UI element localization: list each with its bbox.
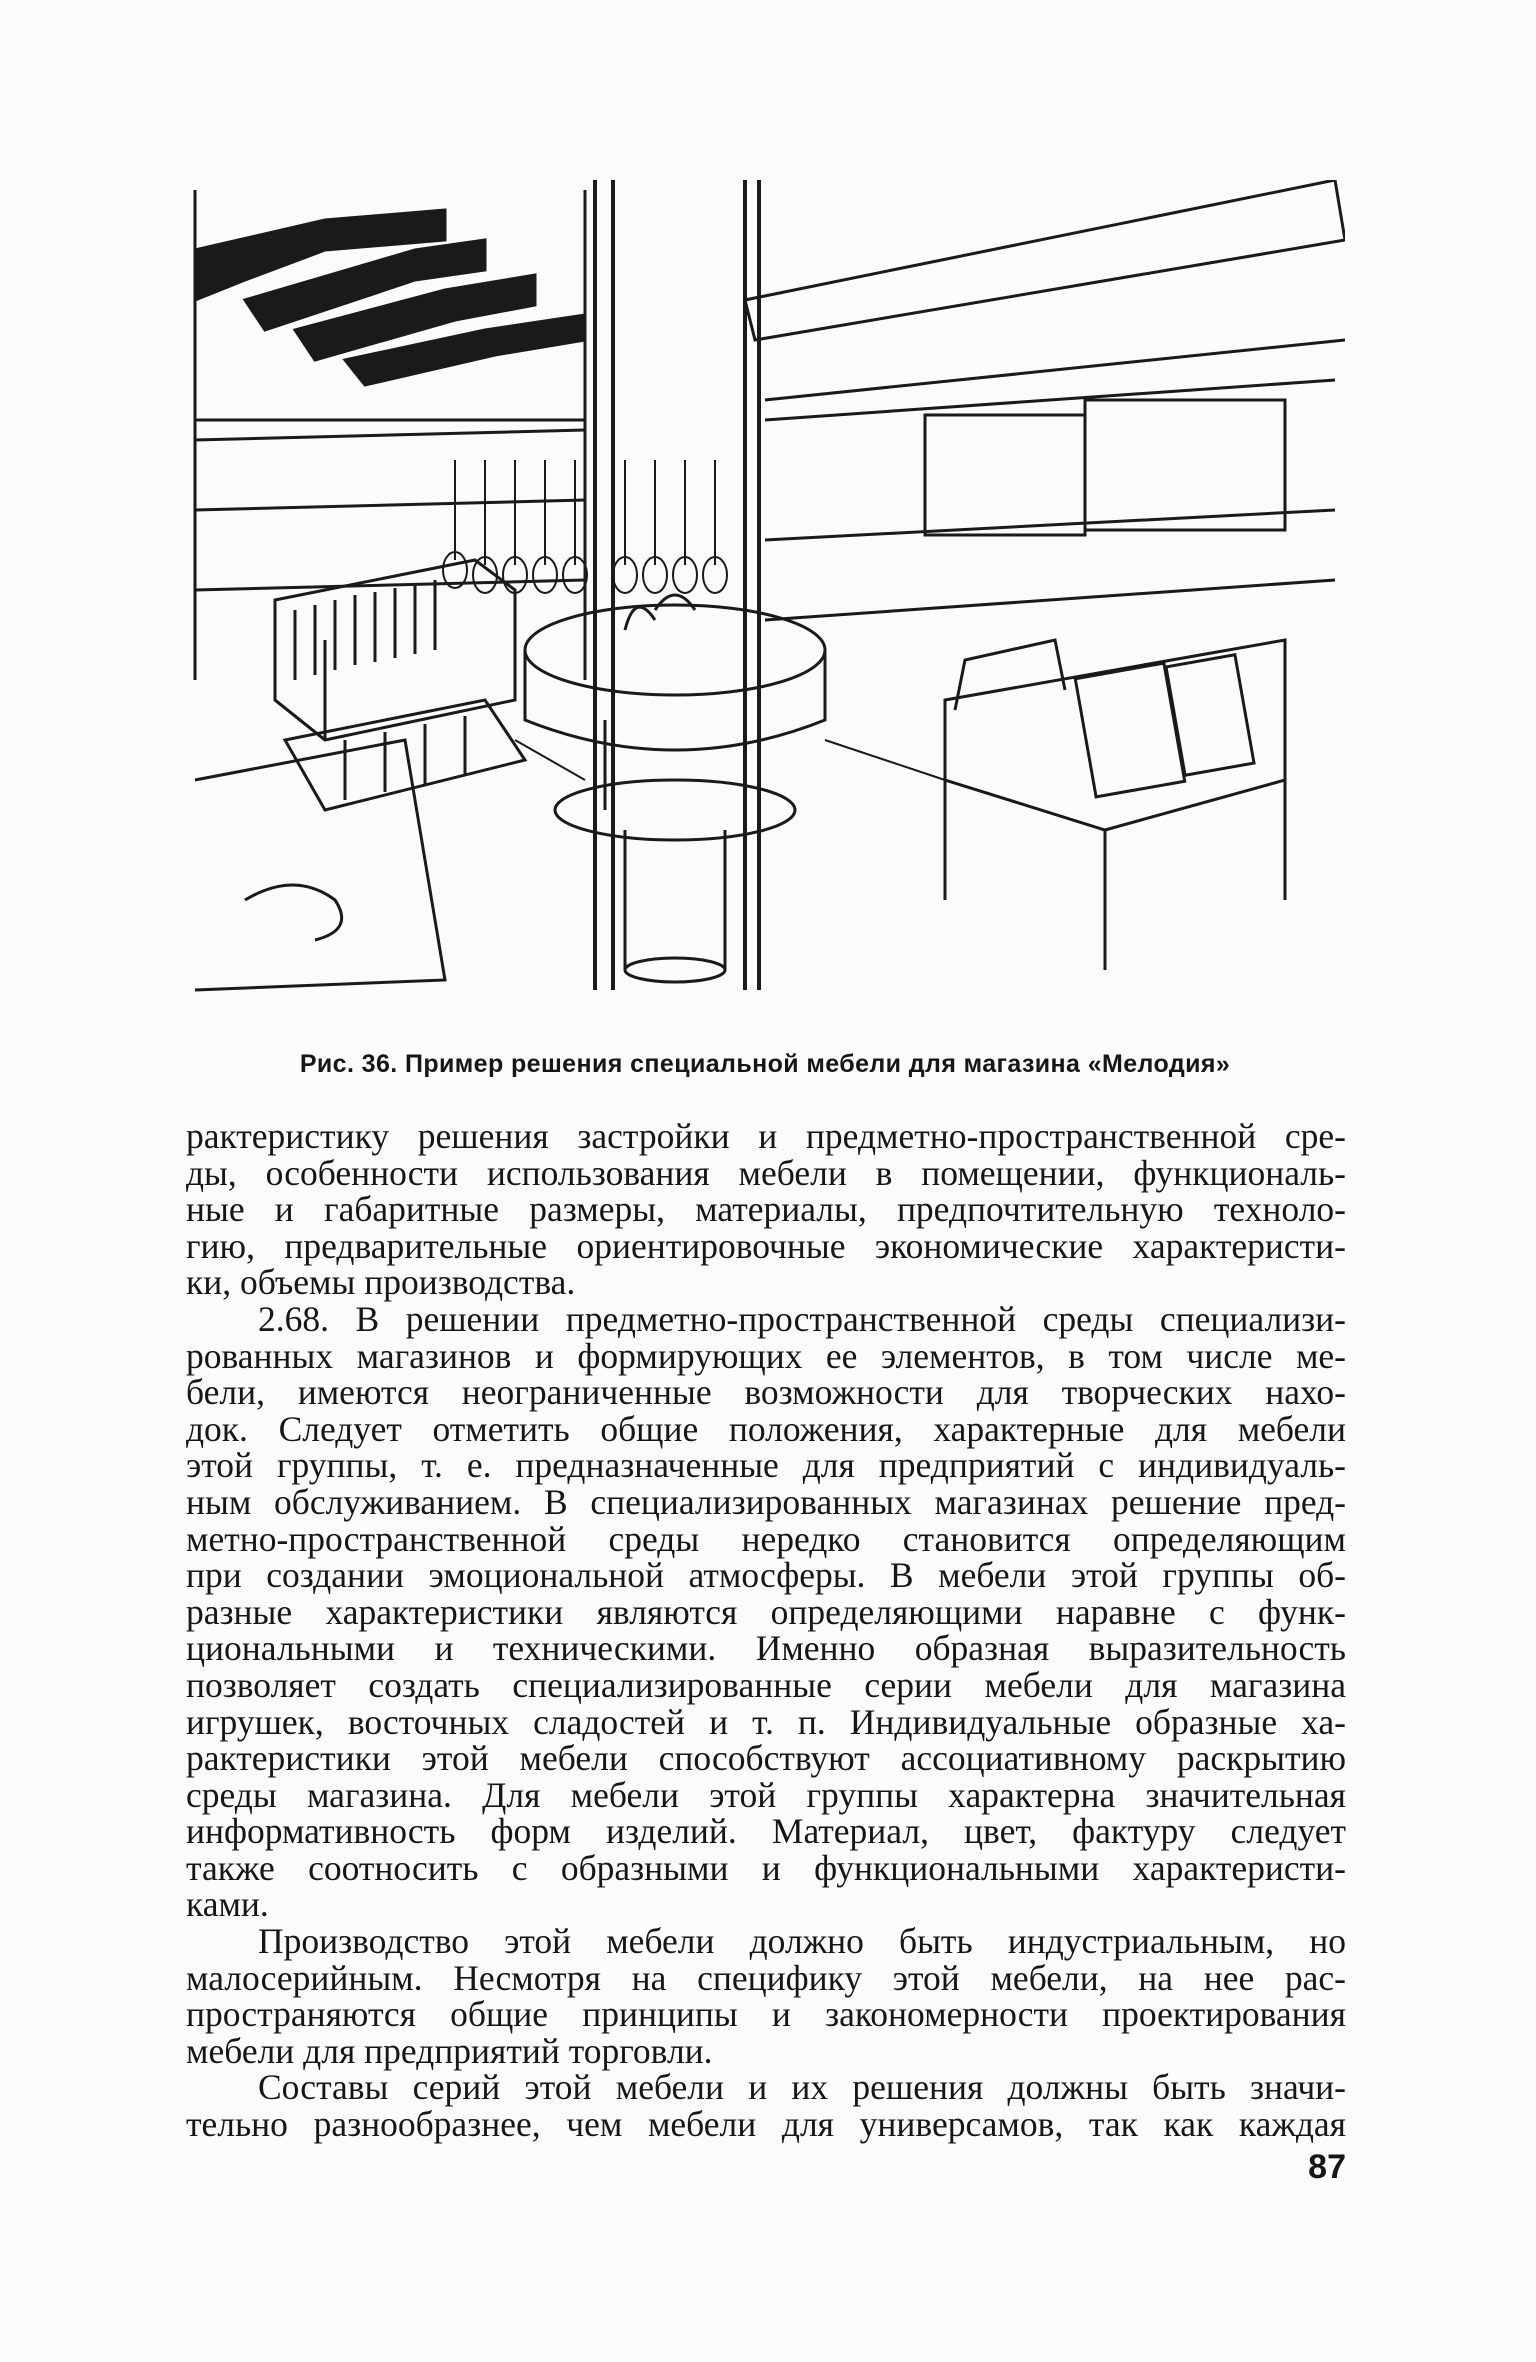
round-display-stand — [525, 595, 825, 982]
text-line: информативность форм изделий. Материал, цвет, фактуру следует — [186, 1811, 1346, 1852]
column-right — [745, 180, 759, 990]
text-line: ным обслуживанием. В специализированных магазинах решение пред- — [186, 1481, 1346, 1522]
record-bin-left — [275, 560, 525, 810]
text-line: этой группы, т. е. предназначенные для предприятий с индивидуаль- — [186, 1445, 1346, 1486]
record-bin-right — [945, 640, 1285, 970]
poster-lower-left — [195, 740, 445, 990]
text-line: бели, имеются неограниченные возможности для творческих нахо- — [186, 1372, 1346, 1413]
text-line: среды магазина. Для мебели этой группы характерна значительная — [186, 1774, 1346, 1815]
figure-caption: Рис. 36. Пример решения специальной мебели для магазина «Мелодия» — [299, 1050, 1231, 1078]
text-line: позволяет создать специализированные серии мебели для магазина — [186, 1664, 1346, 1705]
body-text — [186, 1118, 1346, 2143]
text-line: тельно разнообразнее, чем мебели для универсамов, так как каждая — [186, 2104, 1346, 2145]
text-line: игрушек, восточных сладостей и т. п. Индивидуальные образные ха- — [186, 1701, 1346, 1742]
text-line: рактеристики этой мебели способствуют ассоциативному раскрытию — [186, 1738, 1346, 1779]
text-line: док. Следует отметить общие положения, характерные для мебели — [186, 1408, 1346, 1449]
text-line: малосерийным. Несмотря на специфику этой мебели, на нее рас- — [186, 1957, 1346, 1998]
text-line: Производство этой мебели должно быть индустриальным, но — [258, 1921, 1346, 1962]
text-line: ками. — [186, 1884, 269, 1925]
text-line: мебели для предприятий торговли. — [186, 2030, 713, 2071]
text-line: при создании эмоциональной атмосферы. В мебели этой группы об- — [186, 1555, 1346, 1596]
text-line: Составы серий этой мебели и их решения должны быть значи- — [258, 2067, 1346, 2108]
column-left — [595, 180, 613, 990]
ceiling-ducts — [195, 210, 585, 385]
text-line: также соотносить с образными и функциональными характеристи- — [186, 1847, 1346, 1888]
text-line: разные характеристики являются определяющими наравне с функ- — [186, 1591, 1346, 1632]
text-line: метно-пространственной среды нередко становится определяющим — [186, 1518, 1346, 1559]
text-line: рактеристику решения застройки и предметно-пространственной сре- — [186, 1116, 1346, 1156]
text-line: рованных магазинов и формирующих ее элементов, в том числе ме- — [186, 1335, 1346, 1376]
text-line: ные и габаритные размеры, материалы, предпочтительную техноло- — [186, 1189, 1346, 1230]
text-line: гию, предварительные ориентировочные экономические характеристи- — [186, 1225, 1346, 1266]
text-line: 2.68. В решении предметно-пространственной среды специализи- — [258, 1298, 1346, 1339]
text-line: пространяются общие принципы и закономерности проектирования — [186, 1994, 1346, 2035]
store-furniture-illustration — [185, 180, 1345, 1000]
text-line: циональными и техническими. Именно образная выразительность — [186, 1628, 1346, 1669]
page-number: 87 — [1308, 2148, 1346, 2186]
text-line: ки, объемы производства. — [186, 1262, 576, 1303]
text-line: ды, особенности использования мебели в помещении, функциональ- — [186, 1152, 1346, 1193]
